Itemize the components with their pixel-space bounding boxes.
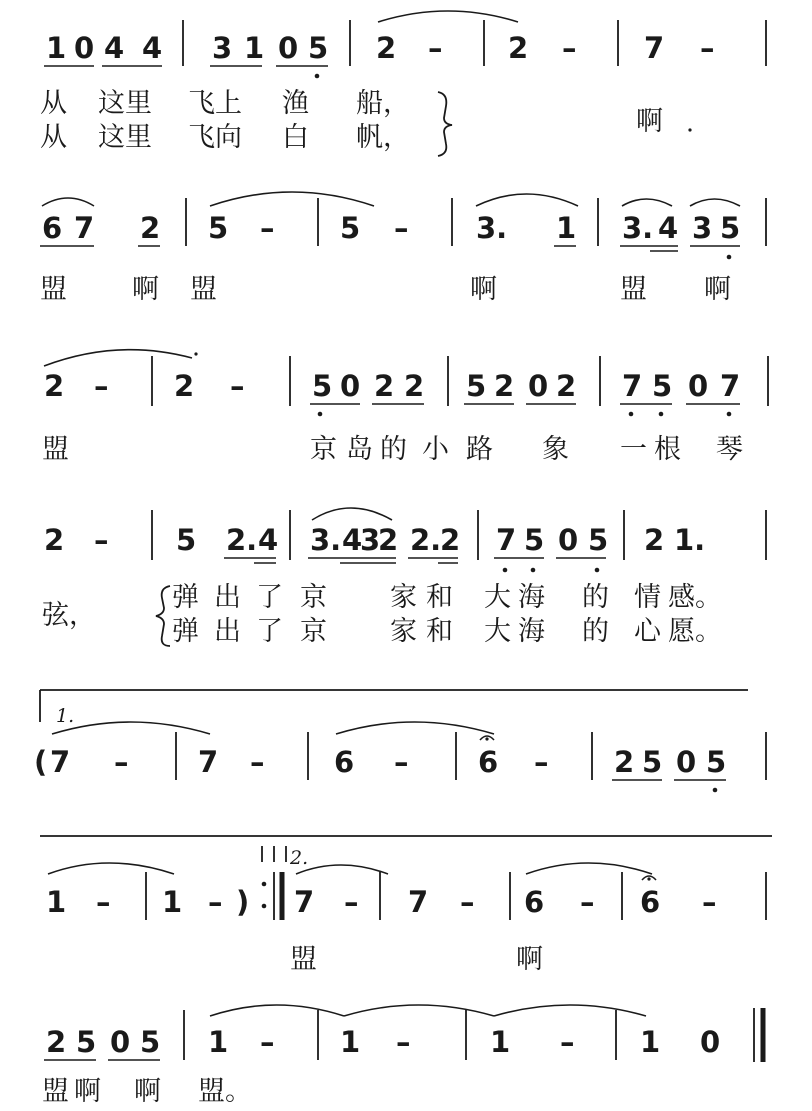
note: 4 xyxy=(258,523,279,557)
note: 0 xyxy=(700,1025,721,1059)
note: 1. xyxy=(674,523,706,557)
note: 4 xyxy=(342,523,363,557)
note: – xyxy=(114,745,129,779)
score-line-5 xyxy=(34,690,766,792)
note: 0 xyxy=(340,369,361,403)
fermata xyxy=(647,877,650,880)
lyric: 京 xyxy=(310,434,337,465)
note: 0 xyxy=(278,31,299,65)
note: 7 xyxy=(198,745,219,779)
note: – xyxy=(250,745,265,779)
note: 4 xyxy=(658,211,679,245)
note: 2 xyxy=(174,369,195,403)
note: 5 xyxy=(308,31,329,65)
lyric: 啊 xyxy=(470,274,497,305)
lyric: 京 xyxy=(300,616,327,647)
note: 5 xyxy=(140,1025,161,1059)
score-line-1 xyxy=(40,11,766,156)
note: 5 xyxy=(524,523,545,557)
note: 7 xyxy=(50,745,71,779)
note: – xyxy=(428,31,443,65)
lyric: 和 xyxy=(426,582,453,613)
lyric: 海 xyxy=(518,616,545,647)
slur xyxy=(378,11,518,22)
lyric: 京 xyxy=(300,582,327,613)
lyric: 啊 xyxy=(636,106,663,137)
lyric: 飞向 xyxy=(188,122,242,153)
slur xyxy=(622,199,672,206)
note: 6 xyxy=(42,211,63,245)
lyric: 象 xyxy=(542,434,569,465)
note: 1 xyxy=(46,885,67,919)
lyric: 大 xyxy=(484,616,511,647)
score-line-6 xyxy=(40,836,772,975)
lyric: 出 xyxy=(214,582,241,613)
slur xyxy=(690,199,740,206)
lyric: 了 xyxy=(256,616,283,647)
verse-brace xyxy=(156,586,170,646)
slur xyxy=(296,865,388,874)
note: 5 xyxy=(312,369,333,403)
lyric: 从 xyxy=(40,88,67,119)
note: 5 xyxy=(588,523,609,557)
note: – xyxy=(562,31,577,65)
lyric: 啊 xyxy=(134,1076,161,1107)
lyric: 家 xyxy=(390,616,417,647)
note: 5 xyxy=(720,211,741,245)
lyric: 一 xyxy=(620,434,647,465)
slur xyxy=(336,722,494,734)
lyric: 弹 xyxy=(172,582,199,613)
note: 1 xyxy=(340,1025,361,1059)
note: – xyxy=(96,885,111,919)
slur xyxy=(476,194,578,206)
note: 5 xyxy=(208,211,229,245)
note: 2 xyxy=(440,523,461,557)
slur xyxy=(52,722,210,734)
note: 5 xyxy=(76,1025,97,1059)
lyric: 和 xyxy=(426,616,453,647)
note: 1 xyxy=(46,31,67,65)
note: 3 xyxy=(360,523,381,557)
lyric: 了 xyxy=(256,582,283,613)
lyric: 这里 xyxy=(98,88,152,119)
note: 5 xyxy=(652,369,673,403)
note: 7 xyxy=(408,885,429,919)
note: 3. xyxy=(310,523,342,557)
note: – xyxy=(580,885,595,919)
lyric: 的 xyxy=(380,434,407,465)
note: 0 xyxy=(528,369,549,403)
note: 3 xyxy=(212,31,233,65)
note: – xyxy=(534,745,549,779)
lyric: 这里 xyxy=(98,122,152,153)
slur xyxy=(48,863,174,874)
note: 2. xyxy=(410,523,442,557)
print-speck xyxy=(194,352,197,355)
lyric: 飞上 xyxy=(188,88,242,119)
lyric: 家 xyxy=(390,582,417,613)
lyric: 啊 xyxy=(74,1076,101,1107)
note: 5 xyxy=(466,369,487,403)
slur xyxy=(312,508,392,520)
note: – xyxy=(396,1025,411,1059)
lyric: 路 xyxy=(466,434,493,465)
slur xyxy=(494,1005,646,1016)
volta-number: 1. xyxy=(56,705,75,727)
note: 4 xyxy=(142,31,163,65)
lyric: 的 xyxy=(582,616,609,647)
note: 6 xyxy=(524,885,545,919)
note: ( xyxy=(34,745,48,779)
slur xyxy=(44,350,192,366)
slur xyxy=(210,192,374,206)
note: 5 xyxy=(176,523,197,557)
note: 0 xyxy=(110,1025,131,1059)
lyric: 愿。 xyxy=(668,616,722,647)
note: – xyxy=(702,885,717,919)
lyric: 小 xyxy=(422,434,449,465)
note: 2 xyxy=(140,211,161,245)
lower-octave-dot xyxy=(727,255,732,260)
note: – xyxy=(700,31,715,65)
note: 7 xyxy=(622,369,643,403)
note: – xyxy=(560,1025,575,1059)
score-line-2 xyxy=(40,192,766,305)
note: 7 xyxy=(294,885,315,919)
lyric: 盟 xyxy=(620,274,647,305)
note: – xyxy=(94,523,109,557)
lower-octave-dot xyxy=(629,412,634,417)
lyric: 根 xyxy=(654,434,681,465)
note: – xyxy=(260,211,275,245)
lyric: 感。 xyxy=(668,582,722,613)
lyric: 海 xyxy=(518,582,545,613)
note: 1 xyxy=(556,211,577,245)
lyric: 盟 xyxy=(190,274,217,305)
note: 1 xyxy=(244,31,265,65)
note: 2 xyxy=(376,31,397,65)
note: – xyxy=(344,885,359,919)
note: – xyxy=(208,885,223,919)
note: 2 xyxy=(404,369,425,403)
score-line-4 xyxy=(42,508,766,647)
note: – xyxy=(460,885,475,919)
lyric: 情 xyxy=(634,582,661,613)
score-line-3 xyxy=(42,350,768,465)
note: 3. xyxy=(476,211,508,245)
note: 4 xyxy=(104,31,125,65)
lower-octave-dot xyxy=(318,412,323,417)
note: 5 xyxy=(706,745,727,779)
lyric: 弹 xyxy=(172,616,199,647)
lower-octave-dot xyxy=(595,568,600,573)
note: 0 xyxy=(688,369,709,403)
lyric: 从 xyxy=(40,122,67,153)
note: 1 xyxy=(490,1025,511,1059)
lower-octave-dot xyxy=(531,568,536,573)
note: – xyxy=(260,1025,275,1059)
note: 5 xyxy=(642,745,663,779)
lyric: 帆， xyxy=(356,122,410,153)
note: 2 xyxy=(44,523,65,557)
volta-number: 2. xyxy=(290,847,309,869)
note: 7 xyxy=(644,31,665,65)
lyric: 出 xyxy=(214,616,241,647)
note: – xyxy=(230,369,245,403)
lyric: 盟 xyxy=(40,274,67,305)
lyric: 盟。 xyxy=(198,1076,252,1107)
note: 7 xyxy=(720,369,741,403)
slur xyxy=(526,863,652,874)
repeat-dot xyxy=(262,882,267,887)
note: 0 xyxy=(74,31,95,65)
fermata xyxy=(485,737,488,740)
note: – xyxy=(394,745,409,779)
lyric: 啊 xyxy=(704,274,731,305)
note: 3 xyxy=(692,211,713,245)
lyric: 的 xyxy=(582,582,609,613)
note: 2 xyxy=(44,369,65,403)
note: ) xyxy=(236,885,250,919)
note: 6 xyxy=(334,745,355,779)
slur xyxy=(42,198,94,206)
note: 1 xyxy=(208,1025,229,1059)
note: 0 xyxy=(676,745,697,779)
note: 2 xyxy=(378,523,399,557)
lyric: 心 xyxy=(634,616,661,647)
lyric: 啊 xyxy=(132,274,159,305)
lyric: 船， xyxy=(356,88,410,119)
lower-octave-dot xyxy=(503,568,508,573)
note: 1 xyxy=(162,885,183,919)
lower-octave-dot xyxy=(713,788,718,793)
lyric: 盟 xyxy=(290,944,317,975)
lyric: 盟 xyxy=(42,434,69,465)
note: 7 xyxy=(496,523,517,557)
lower-octave-dot xyxy=(315,74,320,79)
note: 6 xyxy=(640,885,661,919)
note: 2 xyxy=(494,369,515,403)
note: 2. xyxy=(226,523,258,557)
lyric: 琴 xyxy=(716,434,743,465)
lyric: 渔 xyxy=(282,88,309,119)
score-line-7 xyxy=(42,1005,763,1107)
lyric: 白 xyxy=(282,122,309,153)
lyric: 盟 xyxy=(42,1076,69,1107)
verse-brace xyxy=(438,92,452,156)
note: 3. xyxy=(622,211,654,245)
slur xyxy=(344,1005,494,1016)
print-speck xyxy=(688,128,691,131)
note: 6 xyxy=(478,745,499,779)
note: 2 xyxy=(556,369,577,403)
note: 2 xyxy=(644,523,665,557)
note: – xyxy=(94,369,109,403)
slur xyxy=(210,1005,344,1016)
repeat-dot xyxy=(262,904,267,909)
lyric: 啊 xyxy=(516,944,543,975)
lyric: 大 xyxy=(484,582,511,613)
lower-octave-dot xyxy=(659,412,664,417)
note: – xyxy=(394,211,409,245)
lyric: 弦， xyxy=(42,600,96,631)
lyric: 岛 xyxy=(346,434,373,465)
note: 2 xyxy=(508,31,529,65)
note: 0 xyxy=(558,523,579,557)
lower-octave-dot xyxy=(727,412,732,417)
note: 7 xyxy=(74,211,95,245)
note: 5 xyxy=(340,211,361,245)
note: 2 xyxy=(46,1025,67,1059)
note: 2 xyxy=(614,745,635,779)
note: 2 xyxy=(374,369,395,403)
note: 1 xyxy=(640,1025,661,1059)
